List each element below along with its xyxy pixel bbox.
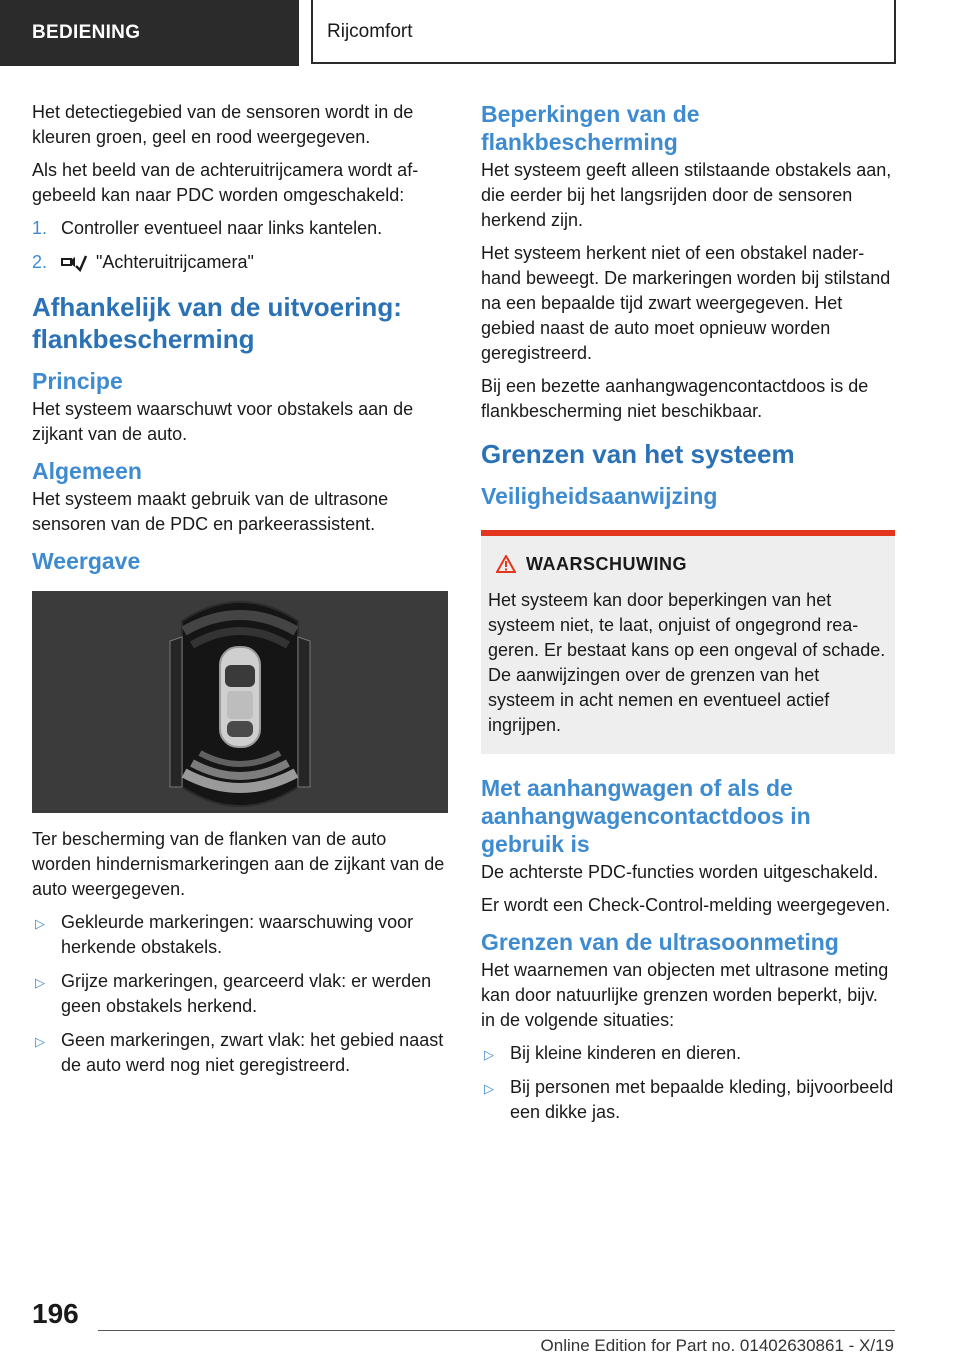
bullet-text: Grijze markeringen, gearceerd vlak: er werden geen obstakels herkend.	[61, 971, 432, 1016]
warning-box	[481, 530, 895, 754]
paragraph: Het systeem herkent niet of een obstakel naderhand beweegt. De markeringen worden bij stilstand na een bepaalde tijd zwart weergegeven. Het gebied naast de auto moet opnieuw worden geregistreerd.	[481, 243, 891, 363]
paragraph: Het waarnemen van objecten met ultrasone meting kan door natuurlijke grenzen worden beperkt, bijv. in de volgende situaties:	[481, 960, 889, 1030]
list-item	[32, 910, 448, 960]
bullet-triangle-icon: ▷	[35, 1034, 45, 1049]
step-number: 2.	[32, 252, 48, 272]
left-column	[32, 100, 448, 1088]
step-text: "Achteruitrijcamera"	[96, 252, 254, 272]
footer-divider	[98, 1330, 895, 1331]
section-heading: Grenzen van het systeem	[481, 439, 795, 469]
subheading-algemeen: Algemeen	[32, 458, 142, 484]
step-text: Controller eventueel naar links kantelen.	[61, 218, 383, 238]
chapter-tab: Rijcomfort	[311, 0, 896, 64]
bullet-list	[32, 910, 448, 1078]
bullet-text: Geen markeringen, zwart vlak: het gebied naast de auto werd nog niet geregistreerd.	[61, 1030, 444, 1075]
list-item	[32, 216, 448, 241]
list-item	[481, 1041, 895, 1066]
section-heading: Afhankelijk van de uitvoering: flankbescherming	[32, 292, 402, 354]
right-column	[481, 100, 895, 1135]
bullet-triangle-icon: ▷	[35, 975, 45, 990]
list-item	[32, 1028, 448, 1078]
paragraph: Het detectiegebied van de sensoren wordt in de kleuren groen, geel en rood weergegeven.	[32, 102, 414, 147]
paragraph: De achterste PDC-functies worden uitgeschakeld.	[481, 862, 879, 882]
subheading-veiligheid: Veiligheidsaanwijzing	[481, 483, 718, 509]
paragraph: Er wordt een Check-Control-melding weergegeven.	[481, 895, 891, 915]
step-number: 1.	[32, 218, 48, 238]
bullet-text: Bij personen met bepaalde kleding, bijvoorbeeld een dikke jas.	[510, 1077, 894, 1122]
paragraph: Het systeem waarschuwt voor obstakels aan de zijkant van de auto.	[32, 399, 414, 444]
paragraph: Bij een bezette aanhangwagencontactdoos is de flankbescherming niet beschikbaar.	[481, 376, 869, 421]
paragraph: Als het beeld van de achteruitrijcamera wordt afgebeeld kan naar PDC worden omgeschakeld:	[32, 160, 419, 205]
warning-title	[488, 554, 887, 578]
edition-footer: Online Edition for Part no. 01402630861 - X/19	[540, 1336, 894, 1355]
paragraph: Het systeem geeft alleen stilstaande obstakels aan, die eerder bij het langsrijden door de sensoren herkend zijn.	[481, 160, 892, 230]
bullet-triangle-icon: ▷	[484, 1047, 494, 1062]
subheading-aanhangwagen: Met aanhangwagen of als de aanhangwagencontactdoos in gebruik is	[481, 775, 811, 857]
bullet-text: Bij kleine kinderen en dieren.	[510, 1043, 742, 1063]
rear-camera-icon	[61, 252, 87, 279]
subheading-beperkingen: Beperkingen van de flankbescherming	[481, 101, 700, 155]
bullet-triangle-icon: ▷	[484, 1081, 494, 1096]
steps-list	[32, 216, 448, 279]
page-number: 196	[32, 1298, 79, 1329]
bullet-text: Gekleurde markeringen: waarschuwing voor herkende obstakels.	[61, 912, 414, 957]
bullet-list	[481, 1041, 895, 1125]
list-item	[32, 969, 448, 1019]
flank-protection-figure	[32, 591, 448, 813]
subheading-weergave: Weergave	[32, 548, 141, 574]
warning-label: WAARSCHUWING	[526, 554, 687, 574]
paragraph: Het systeem maakt gebruik van de ultrasone sensoren van de PDC en parkeerassistent.	[32, 489, 389, 534]
paragraph: Ter bescherming van de flanken van de auto worden hindernismarkeringen aan de zijkant van de auto weergegeven.	[32, 829, 445, 899]
list-item	[481, 1075, 895, 1125]
warning-triangle-icon	[496, 555, 516, 578]
section-tab: BEDIENING	[0, 0, 299, 66]
bullet-triangle-icon: ▷	[35, 916, 45, 931]
subheading-ultrasoon: Grenzen van de ultrasoonmeting	[481, 929, 839, 955]
page-header	[0, 0, 960, 66]
subheading-principe: Principe	[32, 368, 123, 394]
warning-text: Het systeem kan door beperkingen van het systeem niet, te laat, onjuist of ongegrond reageren. Er bestaat kans op een ongeval of schade. De aanwijzingen over de grenzen van het systeem in acht nemen en eventueel actief ingrijpen.	[488, 590, 886, 735]
list-item	[32, 250, 448, 279]
